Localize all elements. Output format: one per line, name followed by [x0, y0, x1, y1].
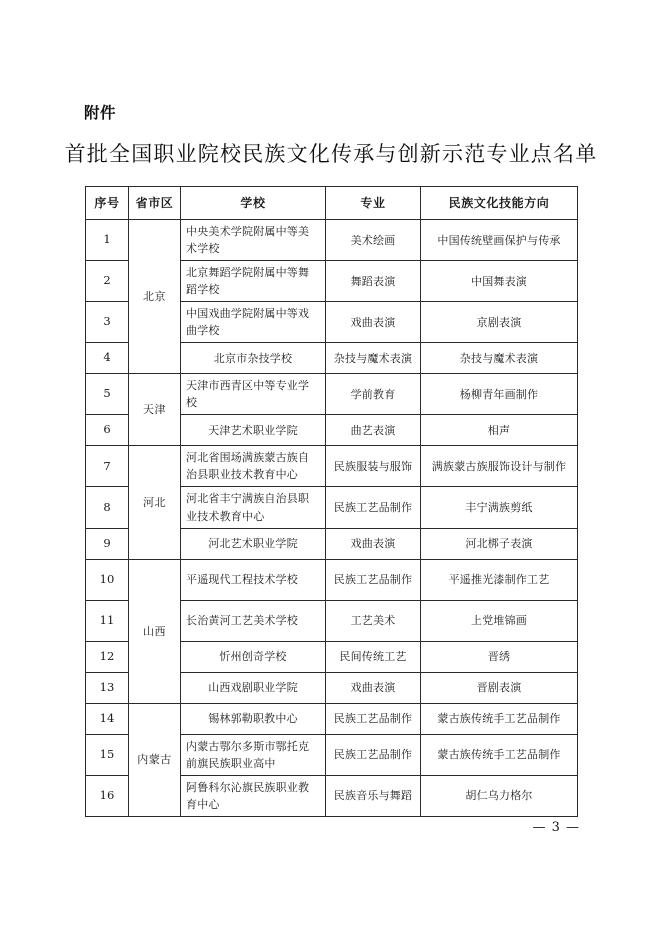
- cell-major: 杂技与魔术表演: [326, 343, 421, 374]
- cell-skill-direction: 平遥推光漆制作工艺: [421, 559, 578, 600]
- cell-major: 民族工艺品制作: [326, 487, 421, 528]
- cell-major: 民族工艺品制作: [326, 734, 421, 775]
- cell-school: 阿鲁科尔沁旗民族职业教育中心: [181, 775, 326, 816]
- cell-major: 戏曲表演: [326, 302, 421, 343]
- cell-major: 工艺美术: [326, 600, 421, 641]
- cell-school: 长治黄河工艺美术学校: [181, 600, 326, 641]
- page-title: 首批全国职业院校民族文化传承与创新示范专业点名单: [64, 142, 598, 166]
- cell-major: 戏曲表演: [326, 528, 421, 559]
- cell-school: 忻州创奇学校: [181, 641, 326, 672]
- table-row: [86, 220, 578, 261]
- cell-skill-direction: 晋剧表演: [421, 672, 578, 703]
- cell-skill-direction: 京剧表演: [421, 302, 578, 343]
- table-row: [86, 446, 578, 487]
- cell-skill-direction: 杂技与魔术表演: [421, 343, 578, 374]
- cell-school: 河北艺术职业学院: [181, 528, 326, 559]
- attachment-label: 附件: [84, 104, 117, 122]
- column-header-major: 专业: [326, 187, 421, 220]
- listing-table-container: [85, 186, 577, 817]
- cell-province: 北京: [129, 220, 181, 374]
- cell-serial-number: 8: [86, 487, 129, 528]
- cell-province: 山西: [129, 559, 181, 703]
- cell-serial-number: 1: [86, 220, 129, 261]
- table-row: [86, 374, 578, 415]
- cell-school: 中国戏曲学院附属中等戏曲学校: [181, 302, 326, 343]
- column-header-province: 省市区: [129, 187, 181, 220]
- cell-school: 河北省丰宁满族自治县职业技术教育中心: [181, 487, 326, 528]
- cell-serial-number: 16: [86, 775, 129, 816]
- table-row: [86, 559, 578, 600]
- cell-skill-direction: 中国传统壁画保护与传承: [421, 220, 578, 261]
- cell-major: 民间传统工艺: [326, 641, 421, 672]
- cell-school: 北京舞蹈学院附属中等舞蹈学校: [181, 261, 326, 302]
- cell-serial-number: 2: [86, 261, 129, 302]
- cell-major: 戏曲表演: [326, 672, 421, 703]
- cell-skill-direction: 胡仁乌力格尔: [421, 775, 578, 816]
- cell-major: 美术绘画: [326, 220, 421, 261]
- cell-school: 内蒙古鄂尔多斯市鄂托克前旗民族职业高中: [181, 734, 326, 775]
- cell-skill-direction: 河北梆子表演: [421, 528, 578, 559]
- cell-school: 河北省围场满族蒙古族自治县职业技术教育中心: [181, 446, 326, 487]
- cell-skill-direction: 晋绣: [421, 641, 578, 672]
- cell-serial-number: 3: [86, 302, 129, 343]
- cell-major: 学前教育: [326, 374, 421, 415]
- table-row: [86, 703, 578, 734]
- cell-province: 天津: [129, 374, 181, 446]
- cell-major: 舞蹈表演: [326, 261, 421, 302]
- cell-serial-number: 14: [86, 703, 129, 734]
- cell-skill-direction: 丰宁满族剪纸: [421, 487, 578, 528]
- cell-serial-number: 13: [86, 672, 129, 703]
- cell-major: 民族工艺品制作: [326, 703, 421, 734]
- cell-skill-direction: 蒙古族传统手工艺品制作: [421, 703, 578, 734]
- cell-major: 民族工艺品制作: [326, 559, 421, 600]
- cell-skill-direction: 上党堆锦画: [421, 600, 578, 641]
- cell-school: 山西戏剧职业学院: [181, 672, 326, 703]
- column-header-no: 序号: [86, 187, 129, 220]
- cell-serial-number: 15: [86, 734, 129, 775]
- cell-skill-direction: 中国舞表演: [421, 261, 578, 302]
- cell-major: 民族服装与服饰: [326, 446, 421, 487]
- cell-major: 曲艺表演: [326, 415, 421, 446]
- cell-school: 北京市杂技学校: [181, 343, 326, 374]
- cell-school: 天津市西青区中等专业学校: [181, 374, 326, 415]
- cell-major: 民族音乐与舞蹈: [326, 775, 421, 816]
- cell-skill-direction: 相声: [421, 415, 578, 446]
- page-number: — 3 —: [532, 820, 580, 835]
- cell-skill-direction: 满族蒙古族服饰设计与制作: [421, 446, 578, 487]
- cell-province: 河北: [129, 446, 181, 559]
- column-header-school: 学校: [181, 187, 326, 220]
- cell-school: 平遥现代工程技术学校: [181, 559, 326, 600]
- cell-school: 中央美术学院附属中等美术学校: [181, 220, 326, 261]
- cell-skill-direction: 蒙古族传统手工艺品制作: [421, 734, 578, 775]
- cell-serial-number: 4: [86, 343, 129, 374]
- cell-serial-number: 12: [86, 641, 129, 672]
- table-header-row: [86, 187, 578, 220]
- cell-serial-number: 7: [86, 446, 129, 487]
- cell-skill-direction: 杨柳青年画制作: [421, 374, 578, 415]
- cell-serial-number: 11: [86, 600, 129, 641]
- table-header: [86, 187, 578, 220]
- cell-province: 内蒙古: [129, 703, 181, 816]
- cell-serial-number: 10: [86, 559, 129, 600]
- cell-serial-number: 5: [86, 374, 129, 415]
- cell-serial-number: 9: [86, 528, 129, 559]
- cell-school: 锡林郭勒职教中心: [181, 703, 326, 734]
- table-body: [86, 220, 578, 817]
- column-header-skill: 民族文化技能方向: [421, 187, 578, 220]
- cell-school: 天津艺术职业学院: [181, 415, 326, 446]
- listing-table: [85, 186, 578, 817]
- cell-serial-number: 6: [86, 415, 129, 446]
